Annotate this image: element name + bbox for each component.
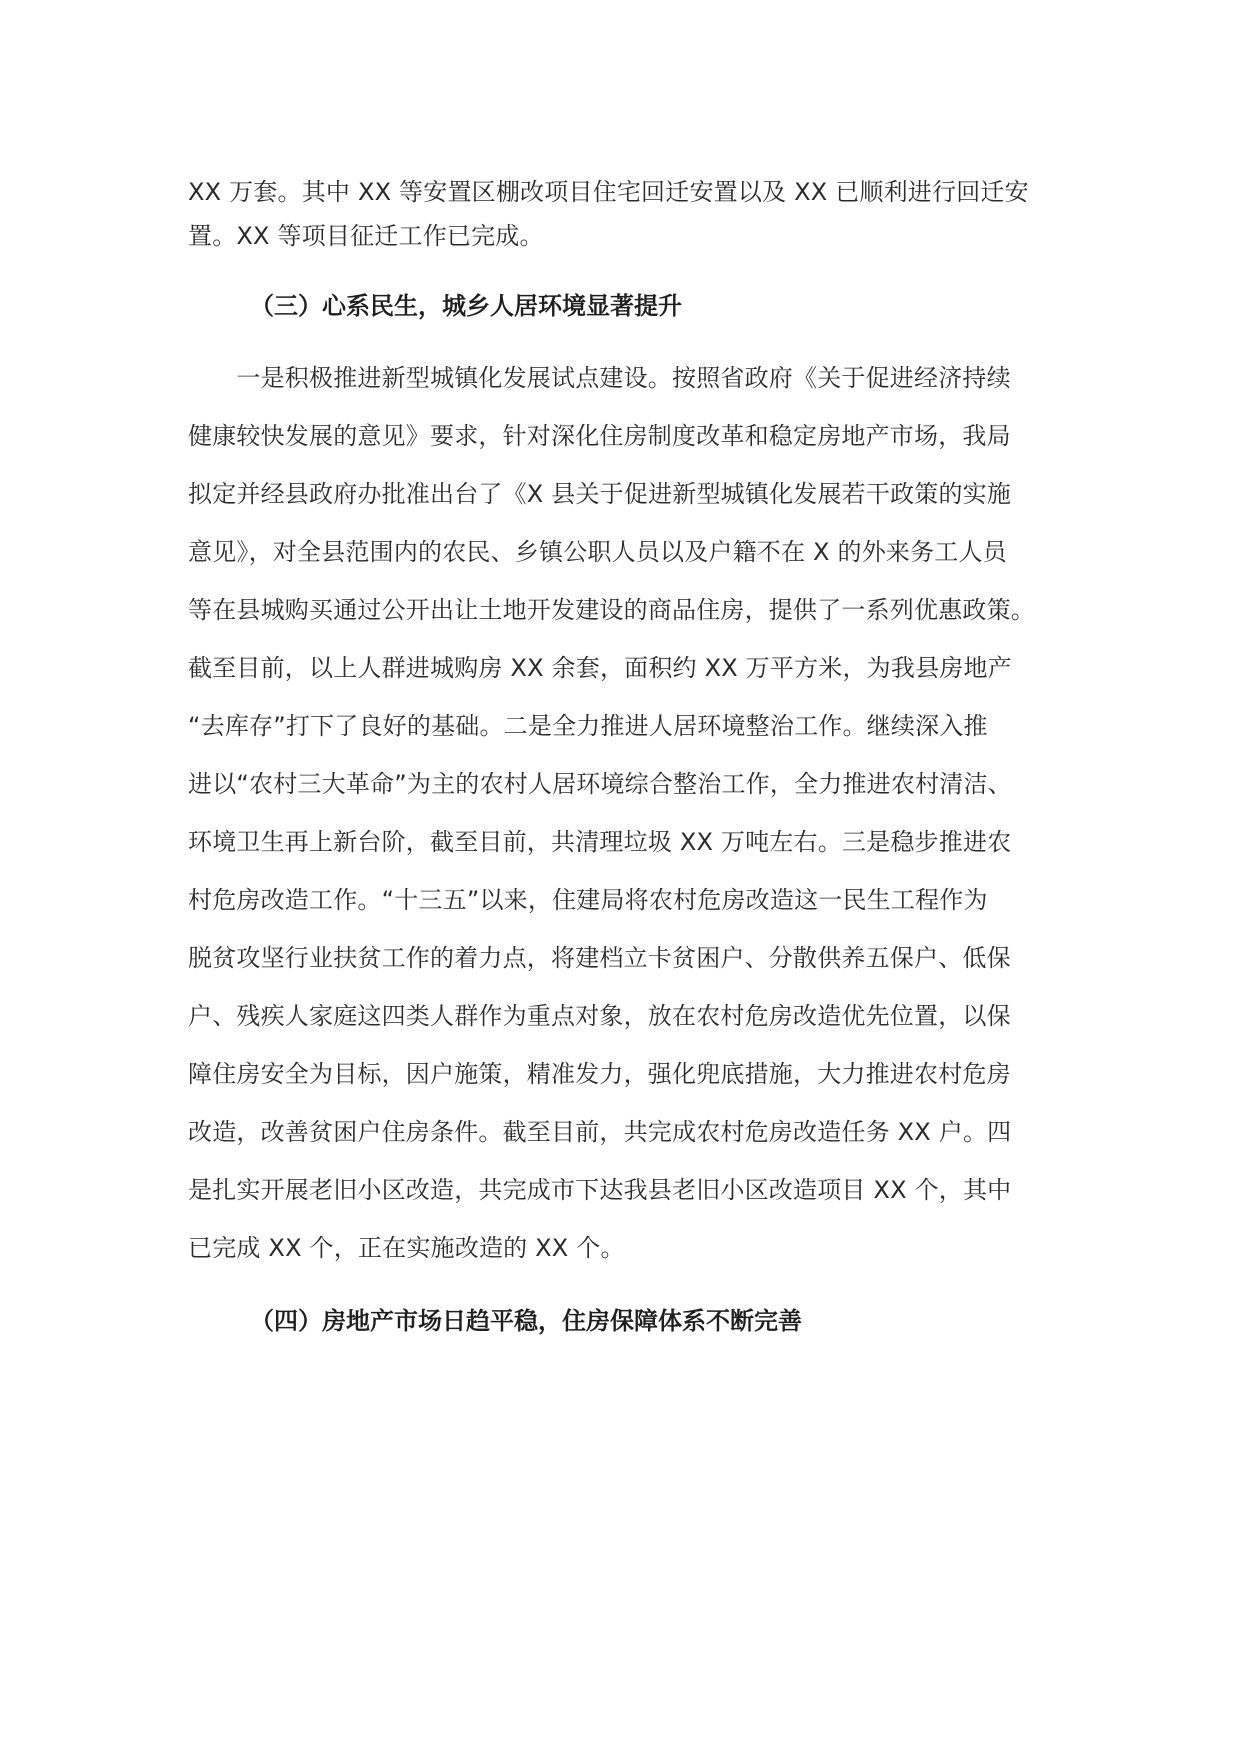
- paragraph-line: 障住房安全为目标，因户施策，精准发力，强化兜底措施，大力推进农村危房: [188, 1060, 1011, 1088]
- section-heading-3: （三）心系民生，城乡人居环境显著提升: [250, 292, 682, 320]
- paragraph-line: 已完成 XX 个，正在实施改造的 XX 个。: [188, 1234, 625, 1262]
- paragraph-line: 户、残疾人家庭这四类人群作为重点对象，放在农村危房改造优先位置，以保: [188, 1002, 1011, 1030]
- paragraph-line: 一是积极推进新型城镇化发展试点建设。按照省政府《关于促进经济持续: [188, 364, 1011, 392]
- paragraph-line: 等在县城购买通过公开出让土地开发建设的商品住房，提供了一系列优惠政策。: [188, 596, 1035, 624]
- paragraph-line: 环境卫生再上新台阶，截至目前，共清理垃圾 XX 万吨左右。三是稳步推进农: [188, 828, 1012, 856]
- paragraph-line: 截至目前，以上人群进城购房 XX 余套，面积约 XX 万平方米，为我县房地产: [188, 654, 1012, 682]
- paragraph-line: 健康较快发展的意见》要求，针对深化住房制度改革和稳定房地产市场，我局: [188, 422, 1011, 450]
- paragraph-line: 进以“农村三大革命”为主的农村人居环境综合整治工作，全力推进农村清洁、: [188, 770, 1012, 798]
- paragraph-line: “去库存”打下了良好的基础。二是全力推进人居环境整治工作。继续深入推: [188, 712, 988, 740]
- paragraph-line: 意见》，对全县范围内的农民、乡镇公职人员以及户籍不在 X 的外来务工人员: [188, 538, 1007, 566]
- paragraph-line: 改造，改善贫困户住房条件。截至目前，共完成农村危房改造任务 XX 户。四: [188, 1118, 1012, 1146]
- paragraph-line: 是扎实开展老旧小区改造，共完成市下达我县老旧小区改造项目 XX 个，其中: [188, 1176, 1012, 1204]
- section-heading-4: （四）房地产市场日趋平稳，住房保障体系不断完善: [250, 1307, 802, 1335]
- paragraph-line: 村危房改造工作。“十三五”以来，住建局将农村危房改造这一民生工程作为: [188, 886, 988, 914]
- paragraph-line: XX 万套。其中 XX 等安置区棚改项目住宅回迁安置以及 XX 已顺利进行回迁安: [188, 178, 1029, 206]
- paragraph-line: 置。XX 等项目征迁工作已完成。: [188, 222, 544, 250]
- paragraph-line: 拟定并经县政府办批准出台了《X 县关于促进新型城镇化发展若干政策的实施: [188, 480, 1012, 508]
- paragraph-line: 脱贫攻坚行业扶贫工作的着力点，将建档立卡贫困户、分散供养五保户、低保: [188, 944, 1011, 972]
